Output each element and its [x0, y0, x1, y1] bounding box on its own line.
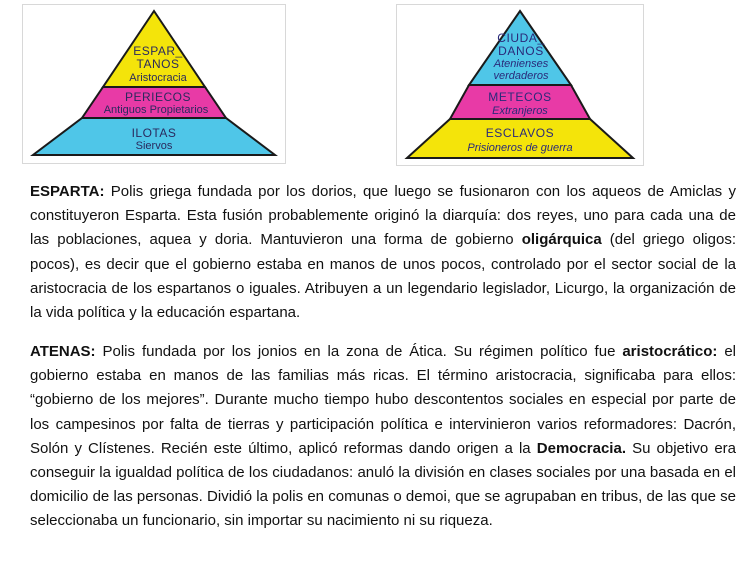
esparta-mid-line2: Antiguos Propietarios: [103, 104, 209, 116]
atenas-top-line3: Atenienses: [493, 58, 549, 70]
esparta-top-line2: TANOS: [136, 57, 180, 71]
atenas-text-1: Polis fundada por los jonios en la zona de Ática. Su régimen político fue: [95, 343, 623, 360]
atenas-text-3: Su objetivo era conseguir la igualdad política de los ciudadanos: anuló la división en clases sociales por una basada en el domicilio de las personas. Dividió la polis en comunas o demoi, que se agrupaban en tribus, de las que se seleccionaba un funcionario, sin importar su nacimiento ni su riqueza.: [30, 439, 737, 530]
atenas-top-line2: DANOS: [498, 44, 544, 58]
esparta-top-line3: Aristocracia: [129, 72, 187, 84]
atenas-pyramid: [397, 5, 643, 165]
atenas-top-line1: CIUDA_: [497, 31, 545, 45]
atenas-bottom-line1: ESCLAVOS: [485, 126, 555, 140]
atenas-pyramid-figure: [396, 4, 644, 166]
atenas-bottom-line2: Prisioneros de guerra: [467, 142, 573, 154]
esparta-term-oligarquica: oligárquica: [521, 231, 602, 249]
esparta-pyramid-figure: [22, 4, 286, 164]
atenas-paragraph: [30, 340, 736, 534]
esparta-text-2: (del griego oligos: pocos), es decir que el gobierno estaba en manos de unos pocos, controlado por el sector social de la aristocracia de los espartanos o iguales. Atribuyen a un legendario legislador, Licurgo, la organización de la vida política y la educación espartana.: [30, 231, 736, 322]
atenas-mid-line1: METECOS: [488, 90, 552, 104]
esparta-bottom-line1: ILOTAS: [131, 126, 177, 140]
atenas-mid-line2: Extranjeros: [492, 105, 548, 117]
atenas-label: ATENAS:: [30, 343, 96, 360]
esparta-mid-line1: PERIECOS: [124, 90, 192, 104]
atenas-top-line4: verdaderos: [493, 70, 549, 82]
esparta-text-1: Polis griega fundada por los dorios, que luego se fusionaron con los aqueos de Amiclas y constituyeron Esparta. Esta fusión probablemente originó la diarquía: dos reyes, uno para cada una de las poblaciones, aquea y doria. Mantuvieron una forma de gobierno: [30, 183, 736, 249]
esparta-pyramid: [23, 5, 285, 163]
atenas-term-democracia: Democracia.: [536, 439, 626, 457]
atenas-term-aristocratico: aristocrático:: [622, 343, 718, 360]
atenas-text-2: el gobierno estaba en manos de las familias más ricas. El término aristocracia, significaba para ellos: “gobierno de los mejores”. Durante mucho tiempo hubo descontentos sociales en especial por parte de los campesinos por falta de tierras y participación política e intervinieron varios reformadores: Dacrón, Solón y Clístenes. Recién este último, aplicó reformas dando origen a la: [30, 343, 736, 457]
esparta-label: ESPARTA:: [30, 183, 105, 200]
esparta-bottom-line2: Siervos: [135, 140, 173, 152]
esparta-top-line1: ESPAR_: [133, 44, 183, 58]
esparta-paragraph: [30, 180, 736, 325]
